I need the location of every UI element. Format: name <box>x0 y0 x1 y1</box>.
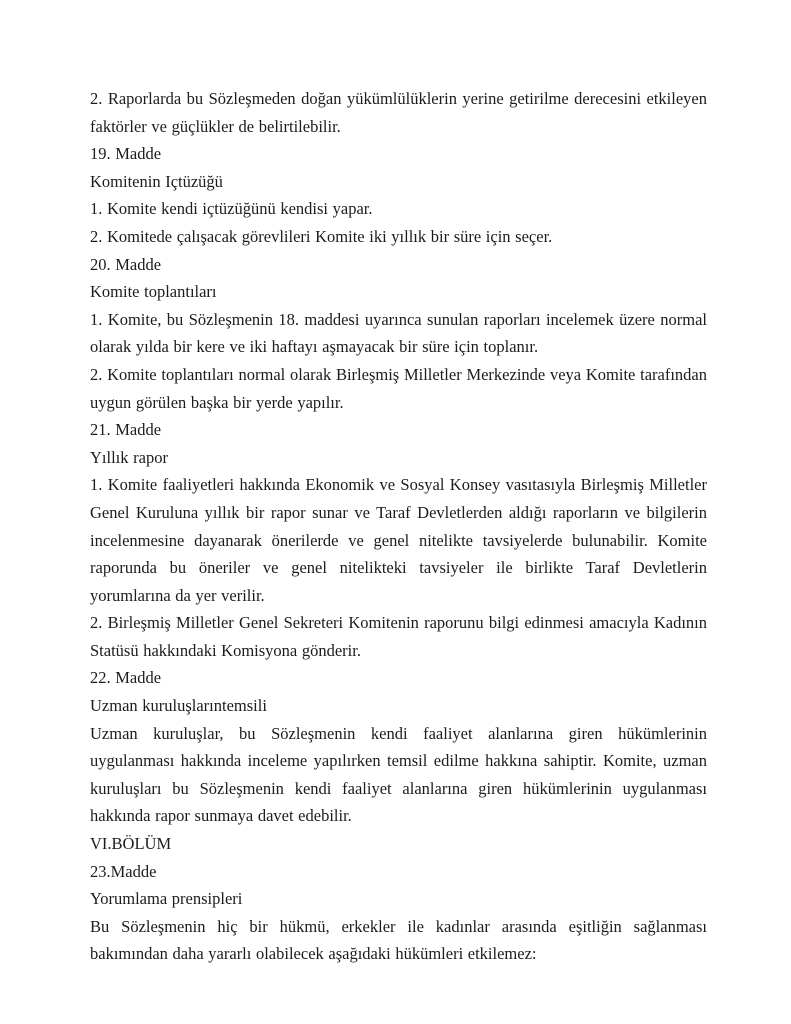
paragraph-19-1: 1. Komite kendi içtüzüğünü kendisi yapar. <box>90 199 373 219</box>
subheading-yillik-rapor: Yıllık rapor <box>90 447 168 467</box>
paragraph-19-2: 2. Komitede çalışacak görevlileri Komite iki yıllık bir süre için seçer. <box>90 226 553 246</box>
heading-madde-22: 22. Madde <box>90 668 162 688</box>
heading-madde-19: 19. Madde <box>90 144 162 164</box>
heading-madde-21: 21. Madde <box>90 420 162 440</box>
paragraph-20-1: 1. Komite, bu Sözleşmenin 18. maddesi uyarınca sunulan raporları incelemek üzere normal olarak yılda bir kere ve iki haftayı aşmayacak bir süre için toplanır. <box>90 309 707 357</box>
paragraph-report-factors: 2. Raporlarda bu Sözleşmeden doğan yükümlülüklerin yerine getirilme derecesini etkileyen faktörler ve güçlükler de belirtilebilir. <box>90 89 707 136</box>
paragraph-21-2: 2. Birleşmiş Milletler Genel Sekreteri Komitenin raporunu bilgi edinmesi amacıyla Kadının Statüsü hakkındaki Komisyona gönderir. <box>90 613 707 660</box>
document-page <box>90 85 707 968</box>
paragraph-23-1: Bu Sözleşmenin hiç bir hükmü, erkekler ile kadınlar arasında eşitliğin sağlanması bakımından daha yararlı olabilecek aşağıdaki hükümleri etkilemez: <box>90 916 707 964</box>
subheading-yorumlama-prensipleri: Yorumlama prensipleri <box>90 889 243 909</box>
heading-bolum-vi: VI.BÖLÜM <box>90 834 172 854</box>
subheading-komite-toplantilari: Komite toplantıları <box>90 282 217 302</box>
subheading-komitenin-ictuzugu: Komitenin Içtüzüğü <box>90 171 223 191</box>
paragraph-21-1: 1. Komite faaliyetleri hakkında Ekonomik ve Sosyal Konsey vasıtasıyla Birleşmiş Milletler Genel Kuruluna yıllık bir rapor sunar ve Taraf Devletlerden aldığı raporların ve bilgilerin incelenmesine dayanarak önerilerde ve genel nitelikte tavsiyelerde bulunabilir. Komite raporunda bu öneriler ve genel nitelikteki tavsiyeler ile birlikte Taraf Devletlerin yorumlarına da yer verilir. <box>90 475 707 605</box>
paragraph-22-1: Uzman kuruluşlar, bu Sözleşmenin kendi faaliyet alanlarına giren hükümlerinin uygulanması hakkında inceleme yapılırken temsil edilme hakkına sahiptir. Komite, uzman kuruluşları bu Sözleşmenin kendi faaliyet alanlarına giren hükümlerinin uygulanması hakkında rapor sunmaya davet edebilir. <box>90 723 707 826</box>
subheading-uzman-kuruluslarin-temsili: Uzman kuruluşlarıntemsili <box>90 696 267 716</box>
heading-madde-23: 23.Madde <box>90 861 157 881</box>
paragraph-20-2: 2. Komite toplantıları normal olarak Birleşmiş Milletler Merkezinde veya Komite tarafından uygun görülen başka bir yerde yapılır. <box>90 364 707 412</box>
heading-madde-20: 20. Madde <box>90 254 162 274</box>
